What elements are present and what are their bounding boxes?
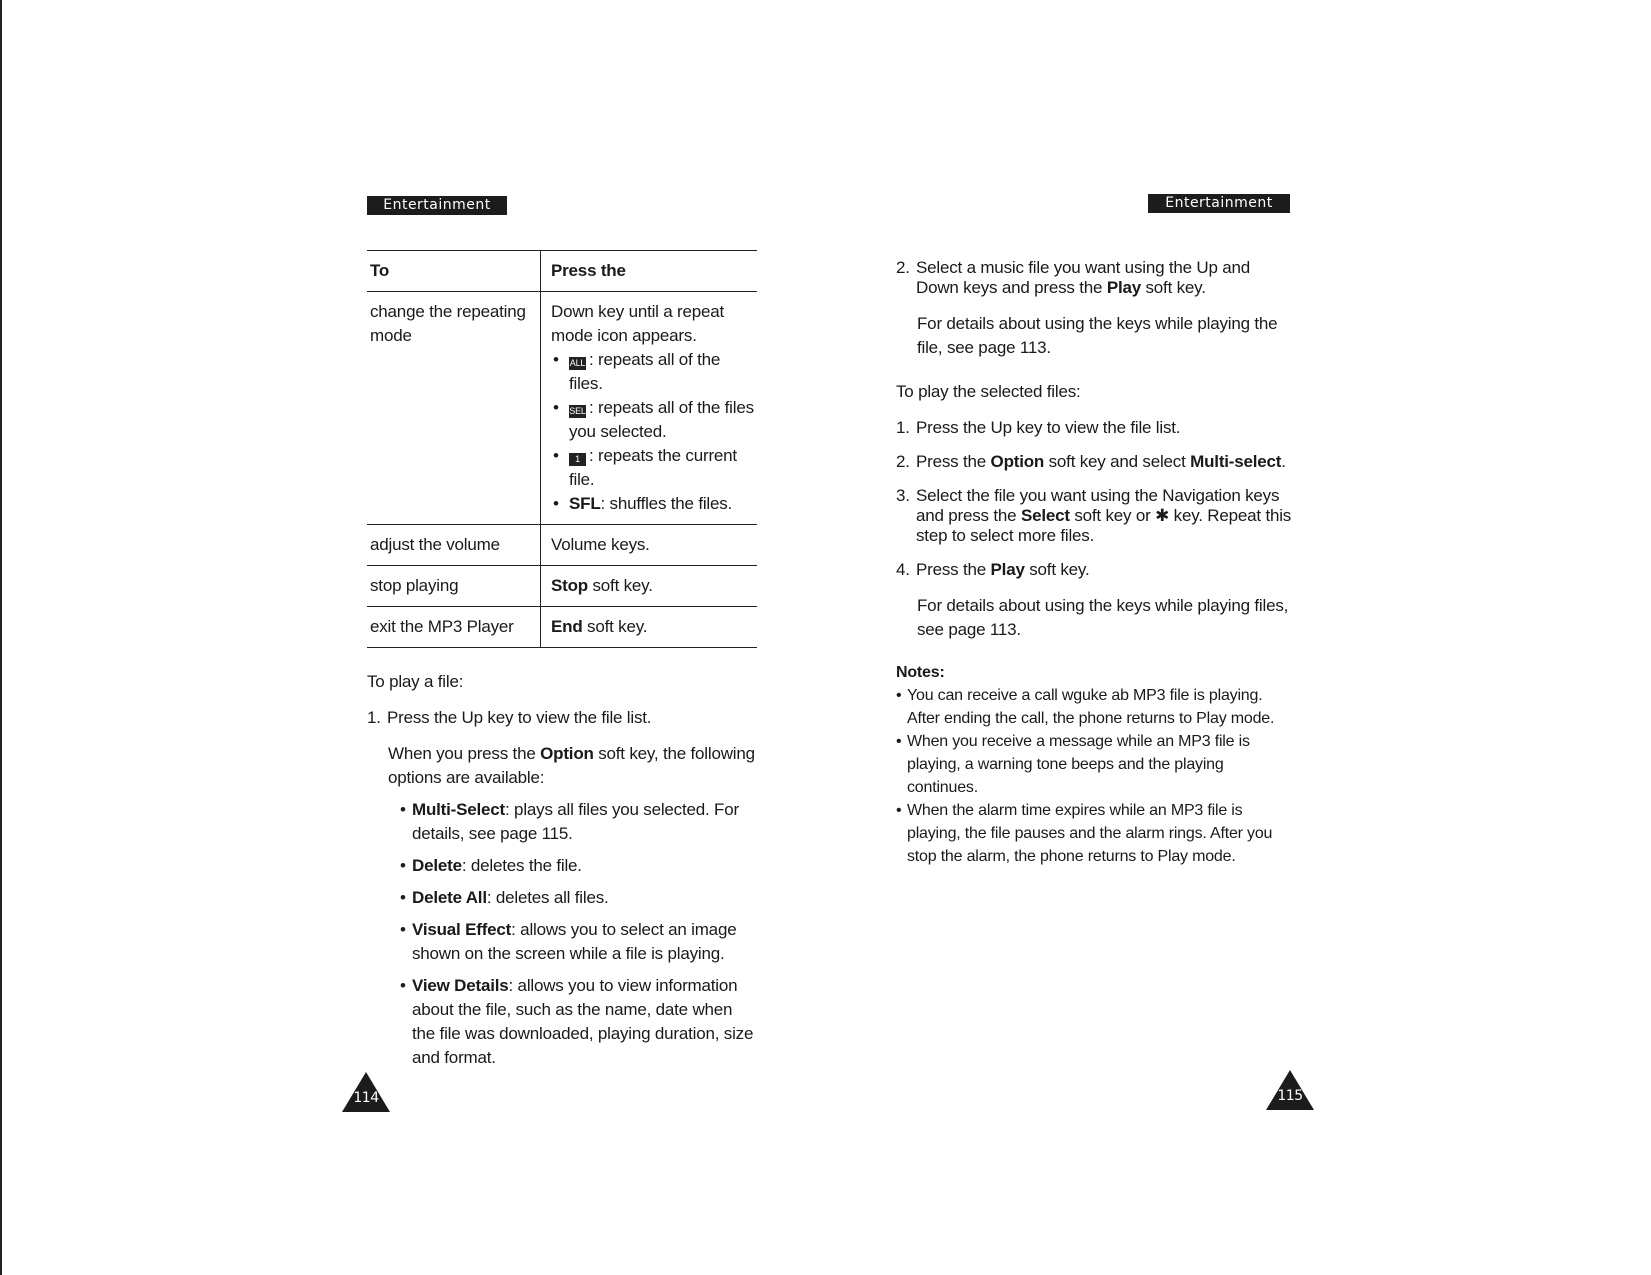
detail-note: For details about using the keys while playing files, see page 113. xyxy=(917,596,1289,639)
star-key-icon: ✱ xyxy=(1155,506,1170,525)
detail-note: For details about using the keys while playing the file, see page 113. xyxy=(917,314,1278,357)
key-name: End xyxy=(551,617,583,636)
repeat-selected-icon: SEL xyxy=(569,406,586,416)
list-item xyxy=(400,798,759,846)
right-page xyxy=(896,258,1296,868)
left-page xyxy=(367,250,759,1070)
key-rest: soft key. xyxy=(582,617,648,636)
table-cell-action: change the repeating mode xyxy=(367,292,541,525)
text: Press the xyxy=(916,452,991,471)
table-header-to: To xyxy=(367,251,541,292)
section-tab-left: Entertainment xyxy=(367,196,507,215)
step-1 xyxy=(367,708,759,728)
key-function-table xyxy=(367,250,757,648)
repeat-intro: Down key until a repeat mode icon appears. xyxy=(551,302,725,345)
repeat-option-text: : shuffles the files. xyxy=(600,494,733,513)
text: . xyxy=(1281,452,1286,471)
key-name: Stop xyxy=(551,576,588,595)
key-name: Option xyxy=(990,452,1045,471)
step-text: Press the Up key to view the file list. xyxy=(916,418,1181,437)
page-number-text: 114 xyxy=(353,1090,379,1106)
step-text xyxy=(916,452,1286,472)
repeat-option-text: : repeats all of the files you selected. xyxy=(569,398,754,441)
repeat-one-icon: 1 xyxy=(569,453,586,466)
page-number-text: 115 xyxy=(1277,1088,1303,1104)
table-cell-key xyxy=(541,292,758,525)
table-cell-key xyxy=(541,607,758,648)
step-4 xyxy=(896,560,1296,580)
key-name: Select xyxy=(1020,506,1070,525)
key-name: Option xyxy=(540,744,594,763)
option-desc: : deletes the file. xyxy=(461,856,582,875)
to-play-heading: To play a file: xyxy=(367,672,464,691)
key-name: Play xyxy=(990,560,1025,579)
list-item xyxy=(400,854,759,878)
option-desc: : deletes all files. xyxy=(486,888,609,907)
step-number: 1. xyxy=(896,418,910,437)
option-name: Multi-Select xyxy=(412,800,506,819)
step-number: 4. xyxy=(896,560,910,579)
text: When you press the xyxy=(388,744,541,763)
repeat-mode-list xyxy=(551,348,757,516)
section-tab-right: Entertainment xyxy=(1148,194,1290,213)
repeat-option-text: : repeats the current file. xyxy=(569,446,737,489)
step-number: 2. xyxy=(896,258,910,277)
text: Press the xyxy=(916,560,991,579)
text: soft key or xyxy=(1069,506,1156,525)
text: key. Repeat this step to select more files. xyxy=(916,506,1292,545)
list-item: • When you receive a message while an MP3 file is playing, a warning tone beeps and the playing continues. xyxy=(896,730,1296,799)
list-item xyxy=(551,396,757,444)
repeat-option-text: : repeats all of the files. xyxy=(569,350,721,393)
table-row xyxy=(367,566,757,607)
option-desc: : allows you to select an image shown on the screen while a file is playing. xyxy=(412,920,737,963)
option-name: Delete All xyxy=(412,888,487,907)
notes-heading: Notes: xyxy=(896,664,945,681)
step-number: 2. xyxy=(896,452,910,471)
step-text xyxy=(916,560,1089,580)
key-name: Play xyxy=(1106,278,1141,297)
step-3 xyxy=(896,486,1296,546)
table-header-press: Press the xyxy=(541,251,758,292)
step-1 xyxy=(896,418,1296,438)
text: soft key. xyxy=(1140,278,1206,297)
table-header-row xyxy=(367,251,757,292)
list-item xyxy=(400,918,759,966)
option-desc: : allows you to view information about the file, such as the name, date when the file was downloaded, playing duration, size and format. xyxy=(412,976,754,1067)
table-cell-key xyxy=(541,566,758,607)
step-2 xyxy=(896,258,1296,298)
table-row xyxy=(367,607,757,648)
key-name: Multi-select xyxy=(1190,452,1282,471)
text: Select the file you want using the Navigation keys and press the xyxy=(916,486,1280,525)
repeat-all-icon: ALL xyxy=(569,358,586,368)
step-text xyxy=(916,486,1296,546)
step-number: 1. xyxy=(367,708,381,727)
text: soft key. xyxy=(1024,560,1090,579)
option-intro xyxy=(367,742,759,790)
binding-edge xyxy=(0,0,2,1275)
page-number-left xyxy=(342,1072,390,1112)
notes-list xyxy=(896,684,1296,868)
option-name: View Details xyxy=(412,976,509,995)
table-cell-action: stop playing xyxy=(367,566,541,607)
option-name: Delete xyxy=(412,856,462,875)
table-row xyxy=(367,525,757,566)
option-desc: : plays all files you selected. For details, see page 115. xyxy=(412,800,739,843)
shuffle-key: SFL xyxy=(569,494,601,513)
step-number: 3. xyxy=(896,486,910,505)
list-item: • When the alarm time expires while an MP3 file is playing, the file pauses and the alarm rings. After you stop the alarm, the phone returns to Play mode. xyxy=(896,799,1296,868)
step-text: Press the Up key to view the file list. xyxy=(387,708,652,727)
list-item xyxy=(551,444,757,492)
option-list xyxy=(367,798,759,1070)
text: soft key, the following options are available: xyxy=(388,744,755,787)
key-rest: soft key. xyxy=(587,576,653,595)
option-name: Visual Effect xyxy=(412,920,512,939)
table-cell-action: exit the MP3 Player xyxy=(367,607,541,648)
page-number-right xyxy=(1266,1070,1314,1110)
list-item xyxy=(400,886,759,910)
step-2 xyxy=(896,452,1296,472)
list-item xyxy=(400,974,759,1070)
list-item xyxy=(551,492,757,516)
table-row xyxy=(367,292,757,525)
text: Select a music file you want using the Up and Down keys and press the xyxy=(916,258,1251,297)
table-cell-action: adjust the volume xyxy=(367,525,541,566)
to-play-selected-heading: To play the selected files: xyxy=(896,382,1081,401)
text: soft key and select xyxy=(1044,452,1191,471)
table-cell-key: Volume keys. xyxy=(541,525,758,566)
step-text xyxy=(916,258,1296,298)
list-item: • You can receive a call wguke ab MP3 file is playing. After ending the call, the phone returns to Play mode. xyxy=(896,684,1296,730)
list-item xyxy=(551,348,757,396)
